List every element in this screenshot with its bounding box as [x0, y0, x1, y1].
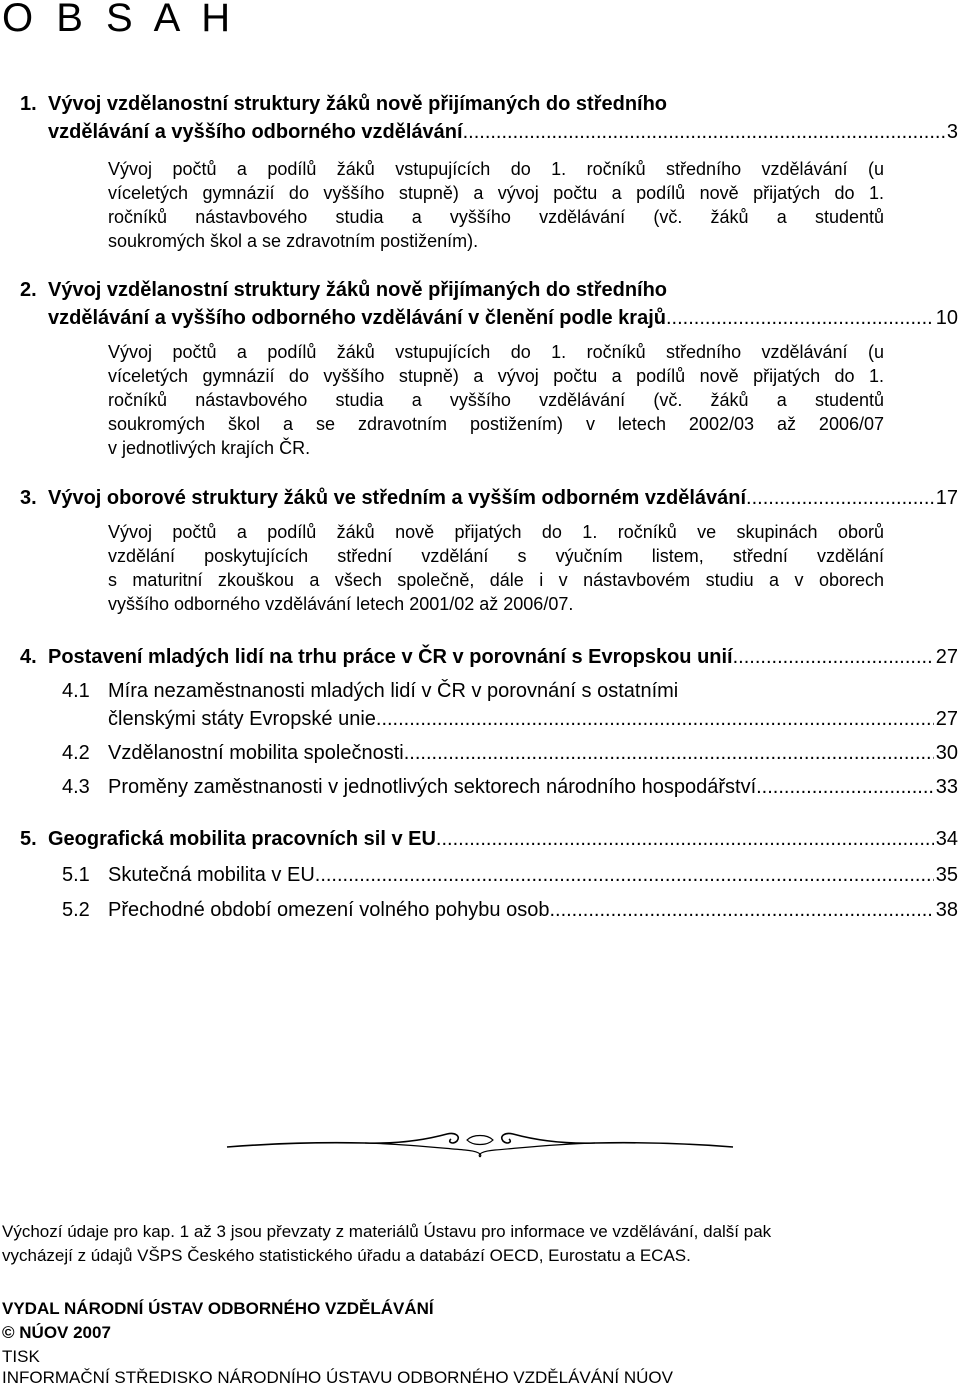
subsection-4-2-title: Vzdělanostní mobilita společnosti — [108, 742, 404, 764]
subsection-4-2-page: 30 — [935, 742, 958, 764]
description-line: Vývoj počtů a podílů žáků vstupujících do 1. ročníků středního vzdělávání (u — [108, 342, 884, 362]
subsection-4-1-entry[interactable] — [108, 705, 958, 733]
note-line: Výchozí údaje pro kap. 1 až 3 jsou převzaty z materiálů Ústavu pro informace ve vzdělávání, další pak — [2, 1222, 772, 1241]
subsection-4-2-number: 4.2 — [62, 742, 90, 764]
leader-dots — [436, 825, 934, 853]
ornament-divider — [225, 1130, 735, 1160]
section-2-heading-line-1[interactable]: Vývoj vzdělanostní struktury žáků nově přijímaných do středního — [48, 279, 668, 301]
publisher-line-1: VYDAL NÁRODNÍ ÚSTAV ODBORNÉHO VZDĚLÁVÁNÍ — [2, 1299, 434, 1318]
section-1-heading-line-2: vzdělávání a vyššího odborného vzdělávání — [48, 121, 463, 143]
leader-dots — [315, 861, 934, 889]
description-line: víceletých gymnázií do vyššího stupně) a vývoj počtu a podílů nově přijatých do 1. — [108, 366, 884, 386]
section-1-entry[interactable] — [48, 118, 958, 146]
subsection-5-1-title: Skutečná mobilita v EU — [108, 864, 315, 886]
publisher-line-2: NÚOV 2007 — [19, 1323, 111, 1342]
section-3-page: 17 — [935, 487, 958, 509]
section-2-description — [108, 340, 884, 460]
subsection-4-1-page: 27 — [935, 708, 958, 730]
page-title: O B S A H — [2, 0, 237, 40]
section-4-entry[interactable] — [48, 643, 958, 671]
section-2-entry[interactable] — [48, 304, 958, 332]
publisher-copyright — [2, 1321, 111, 1345]
section-2-page: 10 — [935, 307, 958, 329]
publisher-line-3: TISK — [2, 1347, 40, 1366]
subsection-5-2-entry[interactable] — [108, 896, 958, 924]
description-line: v jednotlivých krajích ČR. — [108, 438, 311, 458]
section-5-page: 34 — [935, 828, 958, 850]
leader-dots — [463, 118, 945, 146]
section-2-heading-line-2: vzdělávání a vyššího odborného vzdělávání v členění podle krajů — [48, 307, 666, 329]
section-5-heading: Geografická mobilita pracovních sil v EU — [48, 828, 436, 850]
leader-dots — [549, 896, 933, 924]
subsection-4-3-entry[interactable] — [108, 773, 958, 801]
description-line: ročníků nástavbového studia a vyššího vzdělávání (vč. žáků a studentů — [108, 207, 884, 227]
description-line: Vývoj počtů a podílů žáků vstupujících do 1. ročníků středního vzdělávání (u — [108, 159, 884, 179]
section-4-number: 4. — [20, 646, 37, 668]
description-line: soukromých škol a se zdravotním postižením) v letech 2002/03 až 2006/07 — [108, 414, 884, 434]
note-line: vycházejí z údajů VŠPS Českého statistického úřadu a databází OECD, Eurostatu a ECAS. — [2, 1246, 691, 1265]
section-1-number: 1. — [20, 93, 37, 115]
subsection-4-3-number: 4.3 — [62, 776, 90, 798]
leader-dots — [404, 739, 934, 767]
subsection-5-1-page: 35 — [935, 864, 958, 886]
copyright-symbol: © — [2, 1323, 15, 1342]
section-4-heading: Postavení mladých lidí na trhu práce v ČR v porovnání s Evropskou unií — [48, 646, 733, 668]
subsection-5-2-number: 5.2 — [62, 899, 90, 921]
description-line: víceletých gymnázií do vyššího stupně) a vývoj počtu a podílů nově přijatých do 1. — [108, 183, 884, 203]
section-3-heading: Vývoj oborové struktury žáků ve středním a vyšším odborném vzdělávání — [48, 487, 747, 509]
subsection-4-3-title: Proměny zaměstnanosti v jednotlivých sektorech národního hospodářství — [108, 776, 757, 798]
subsection-5-1-entry[interactable] — [108, 861, 958, 889]
section-1-description — [108, 157, 884, 253]
leader-dots — [756, 773, 934, 801]
subsection-5-2-title: Přechodné období omezení volného pohybu osob — [108, 899, 550, 921]
section-2-number: 2. — [20, 279, 37, 301]
subsection-4-1-line-2: členskými státy Evropské unie — [108, 708, 376, 730]
section-3-entry[interactable] — [48, 484, 958, 512]
source-note — [2, 1220, 958, 1268]
description-line: s maturitní zkouškou a všech společně, dále i v nástavbovém studiu a v oborech — [108, 570, 884, 590]
section-4-page: 27 — [935, 646, 958, 668]
section-5-entry[interactable] — [48, 825, 958, 853]
section-3-description — [108, 520, 884, 616]
subsection-4-2-entry[interactable] — [108, 739, 958, 767]
description-line: soukromých škol a se zdravotním postižením). — [108, 231, 479, 251]
description-line: vzdělání poskytujících střední vzdělání s výučním listem, střední vzdělání — [108, 546, 884, 566]
section-1-page: 3 — [946, 121, 958, 143]
section-3-number: 3. — [20, 487, 37, 509]
section-1-heading-line-1[interactable]: Vývoj vzdělanostní struktury žáků nově přijímaných do středního — [48, 93, 668, 115]
subsection-4-1-line-1[interactable]: Míra nezaměstnanosti mladých lidí v ČR v porovnání s ostatními — [108, 680, 679, 702]
description-line: Vývoj počtů a podílů žáků nově přijatých do 1. ročníků ve skupinách oborů — [108, 522, 884, 542]
description-line: vyššího odborného vzdělávání letech 2001/02 až 2006/07. — [108, 594, 574, 614]
publisher-line-4: INFORMAČNÍ STŘEDISKO NÁRODNÍHO ÚSTAVU ODBORNÉHO VZDĚLÁVÁNÍ NÚOV — [2, 1368, 673, 1387]
subsection-4-3-page: 33 — [935, 776, 958, 798]
leader-dots — [733, 643, 934, 671]
description-line: ročníků nástavbového studia a vyššího vzdělávání (vč. žáků a studentů — [108, 390, 884, 410]
section-5-number: 5. — [20, 828, 37, 850]
subsection-4-1-number: 4.1 — [62, 680, 90, 702]
subsection-5-1-number: 5.1 — [62, 864, 90, 886]
leader-dots — [376, 705, 934, 733]
leader-dots — [666, 304, 934, 332]
leader-dots — [746, 484, 934, 512]
subsection-5-2-page: 38 — [935, 899, 958, 921]
